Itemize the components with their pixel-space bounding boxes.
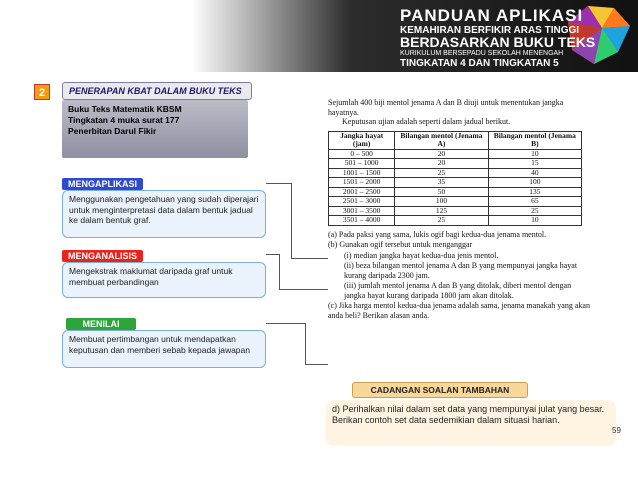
- table-row: [329, 159, 582, 169]
- header-line-3: KURIKULUM BERSEPADU SEKOLAH MENENGAH: [400, 50, 564, 57]
- table-cell: 2501 – 3000: [329, 197, 395, 207]
- desc-mengaplikasi: Menggunakan pengetahuan yang sudah diperajari untuk menginterpretasi data dalam bentuk jadual ke dalam bentuk graf.: [62, 190, 266, 238]
- connector-line-1: [266, 183, 292, 259]
- table-cell: 20: [395, 159, 488, 169]
- table-cell: 1501 – 2000: [329, 178, 395, 188]
- table-cell: 20: [395, 149, 488, 159]
- table-cell: 35: [395, 178, 488, 188]
- connector-line-3: [266, 323, 306, 365]
- table-cell: 25: [395, 168, 488, 178]
- table-cell: 65: [488, 197, 581, 207]
- header-title: PANDUAN APLIKASI: [400, 6, 584, 25]
- table-cell: 125: [395, 206, 488, 216]
- bulb-lifetime-table: [328, 131, 582, 226]
- tag-mengaplikasi: MENGAPLIKASI: [62, 178, 143, 190]
- book-reference: [62, 100, 248, 158]
- table-cell: 1001 – 1500: [329, 168, 395, 178]
- table-cell: 40: [488, 168, 581, 178]
- question-b-i: (i) median jangka hayat kedua-dua jenis mentol.: [344, 250, 499, 260]
- connector-line-2b: [280, 289, 328, 290]
- question-c: (c) Jika harga mentol kedua-dua jenama adalah sama, jenama manakah yang akan anda beli? Berikan alasan anda.: [328, 301, 590, 320]
- table-row: [329, 216, 582, 226]
- table-cell: 2001 – 2500: [329, 187, 395, 197]
- table-cell: 3501 – 4000: [329, 216, 395, 226]
- table-cell: 25: [395, 216, 488, 226]
- section-number-badge: 2: [34, 84, 50, 100]
- header-banner: [0, 0, 638, 72]
- table-cell: 501 – 1000: [329, 159, 395, 169]
- header-line-4: TINGKATAN 4 DAN TINGKATAN 5: [400, 58, 559, 69]
- table-cell: 0 – 500: [329, 149, 395, 159]
- extra-question: d) Perihalkan nilai dalam set data yang mempunyai julat yang besar. Berikan contoh set data sedemikian dalam situasi harian.: [326, 400, 616, 446]
- connector-line-2: [266, 254, 280, 290]
- question-b-iii: (iii) jumlah mentol jenama A dan B yang ditolak, diberi mentol dengan jangka hayat kurang daripada 1800 jam akan ditolak.: [344, 281, 572, 300]
- table-header: Bilangan mentol (Jenama A): [395, 131, 488, 149]
- tag-menganalisis: MENGANALISIS: [62, 250, 143, 262]
- table-cell: 3001 – 3500: [329, 206, 395, 216]
- question-b: (b) Gunakan ogif tersebut untuk menganggar: [328, 240, 473, 249]
- table-row: [329, 197, 582, 207]
- table-header: Bilangan mentol (Jenama B): [488, 131, 581, 149]
- table-header: Jangka hayat (jam): [329, 131, 395, 149]
- connector-line-1b: [292, 258, 328, 259]
- problem-intro-2: Keputusan ujian adalah seperti dalam jadual berikut.: [342, 117, 511, 126]
- desc-menganalisis: Mengekstrak maklumat daripada graf untuk membuat perbandingan: [62, 262, 266, 298]
- question-a: (a) Pada paksi yang sama, lukis ogif bagi kedua-dua jenama mentol.: [328, 229, 547, 239]
- table-cell: 25: [488, 206, 581, 216]
- table-row: [329, 178, 582, 188]
- table-cell: 15: [488, 159, 581, 169]
- table-cell: 10: [488, 149, 581, 159]
- tag-menilai: MENILAI: [66, 318, 136, 330]
- connector-line-3b: [306, 364, 328, 365]
- problem-intro: Sejumlah 400 biji mentol jenama A dan B diuji untuk menentukan jangka hayatnya.: [328, 98, 564, 117]
- table-cell: 100: [488, 178, 581, 188]
- textbook-excerpt: [328, 98, 620, 321]
- section-title: PENERAPAN KBAT DALAM BUKU TEKS: [62, 82, 252, 100]
- table-cell: 10: [488, 216, 581, 226]
- page-number: 59: [612, 426, 621, 435]
- table-cell: 135: [488, 187, 581, 197]
- book-publisher: Penerbitan Darul Fikir: [68, 126, 157, 136]
- question-list: [328, 230, 590, 321]
- table-cell: 50: [395, 187, 488, 197]
- question-b-ii: (ii) beza bilangan mentol jenama A dan B yang mempunyai jangka hayat kurang daripada 2300 jam.: [344, 261, 578, 280]
- cadangan-label: CADANGAN SOALAN TAMBAHAN: [352, 382, 528, 398]
- header-line-1: KEMAHIRAN BERFIKIR ARAS TINGGI: [400, 25, 580, 36]
- header-line-2: BERDASARKAN BUKU TEKS: [400, 34, 596, 50]
- table-cell: 100: [395, 197, 488, 207]
- book-page: Tingkatan 4 muka surat 177: [68, 115, 180, 125]
- desc-menilai: Membuat pertimbangan untuk mendapatkan keputusan dan memberi sebab kepada jawapan: [62, 330, 266, 368]
- book-title: Buku Teks Matematik KBSM: [68, 104, 182, 114]
